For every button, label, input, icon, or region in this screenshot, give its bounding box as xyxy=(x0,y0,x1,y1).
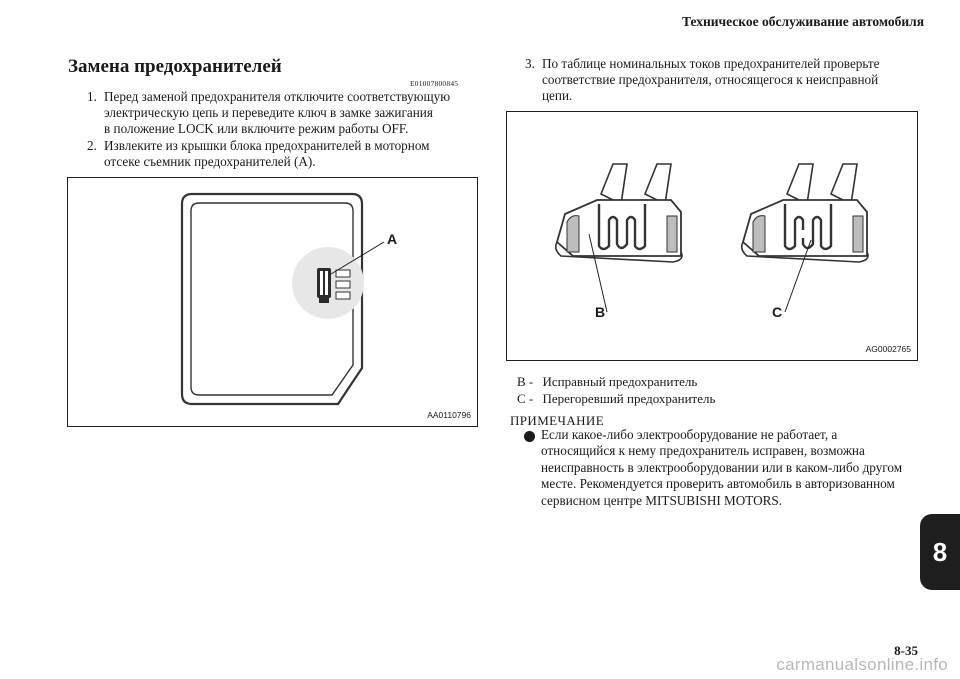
legend-key: B - xyxy=(517,374,534,389)
note-title: ПРИМЕЧАНИЕ xyxy=(510,413,605,428)
spare-fuse-slot xyxy=(336,281,350,288)
callout-label-c: C xyxy=(772,304,783,320)
running-header: Техническое обслуживание автомобиля xyxy=(682,14,924,29)
legend-row xyxy=(517,391,715,407)
figure-code: AA0110796 xyxy=(427,410,471,420)
fuse-comparison-illustration xyxy=(507,112,917,360)
fuse-comparison-figure xyxy=(506,111,918,361)
step-text: Извлеките из крышки блока предохранителей в моторном отсеке съемник предохранителей (A). xyxy=(104,138,430,170)
step-2 xyxy=(87,138,487,172)
step-3 xyxy=(525,56,935,106)
callout-label-a: A xyxy=(387,231,398,247)
legend-text: Перегоревший предохранитель xyxy=(542,391,716,406)
fuse-box-cover-illustration xyxy=(68,178,477,426)
chapter-number: 8 xyxy=(932,536,948,567)
figure-code: AG0002765 xyxy=(865,344,911,354)
section-code: E01007800845 xyxy=(410,79,459,88)
step-number: 3. xyxy=(525,56,535,71)
blown-fuse-drawing xyxy=(742,164,868,312)
legend-row xyxy=(517,374,697,390)
spare-fuse-slot xyxy=(336,270,350,277)
step-number: 2. xyxy=(87,138,97,153)
fuse-puller-icon xyxy=(317,268,331,303)
callout-label-b: B xyxy=(595,304,606,320)
legend-key: C - xyxy=(517,391,534,406)
step-1 xyxy=(87,89,487,139)
page-number: 8-35 xyxy=(894,643,918,658)
step-number: 1. xyxy=(87,89,97,104)
spare-fuse-slot xyxy=(336,292,350,299)
legend-text: Исправный предохранитель xyxy=(542,374,698,389)
step-text: Перед заменой предохранителя отключите соответствующую электрическую цепь и переведите ключ в замке зажигания в положение LOCK или включите режим работы OFF. xyxy=(104,89,451,137)
chapter-tab xyxy=(920,514,960,590)
step-text: По таблице номинальных токов предохранителей проверьте соответствие предохранителя, относящегося к неисправной цепи. xyxy=(542,56,880,104)
fuse-box-cover-figure xyxy=(67,177,478,427)
note-text: Если какое-либо электрооборудование не работает, а относящийся к нему предохранитель исправен, возможна неисправность в электрооборудовании или в каком-либо другом месте. Рекомендуется проверить автомобиль в авторизованном сервисном центре MITSUBISHI MOTORS. xyxy=(541,427,903,508)
section-title: Замена предохранителей xyxy=(68,56,282,77)
watermark: carmanualsonline.info xyxy=(776,655,948,674)
good-fuse-drawing xyxy=(556,164,682,312)
bullet-icon xyxy=(524,431,535,442)
